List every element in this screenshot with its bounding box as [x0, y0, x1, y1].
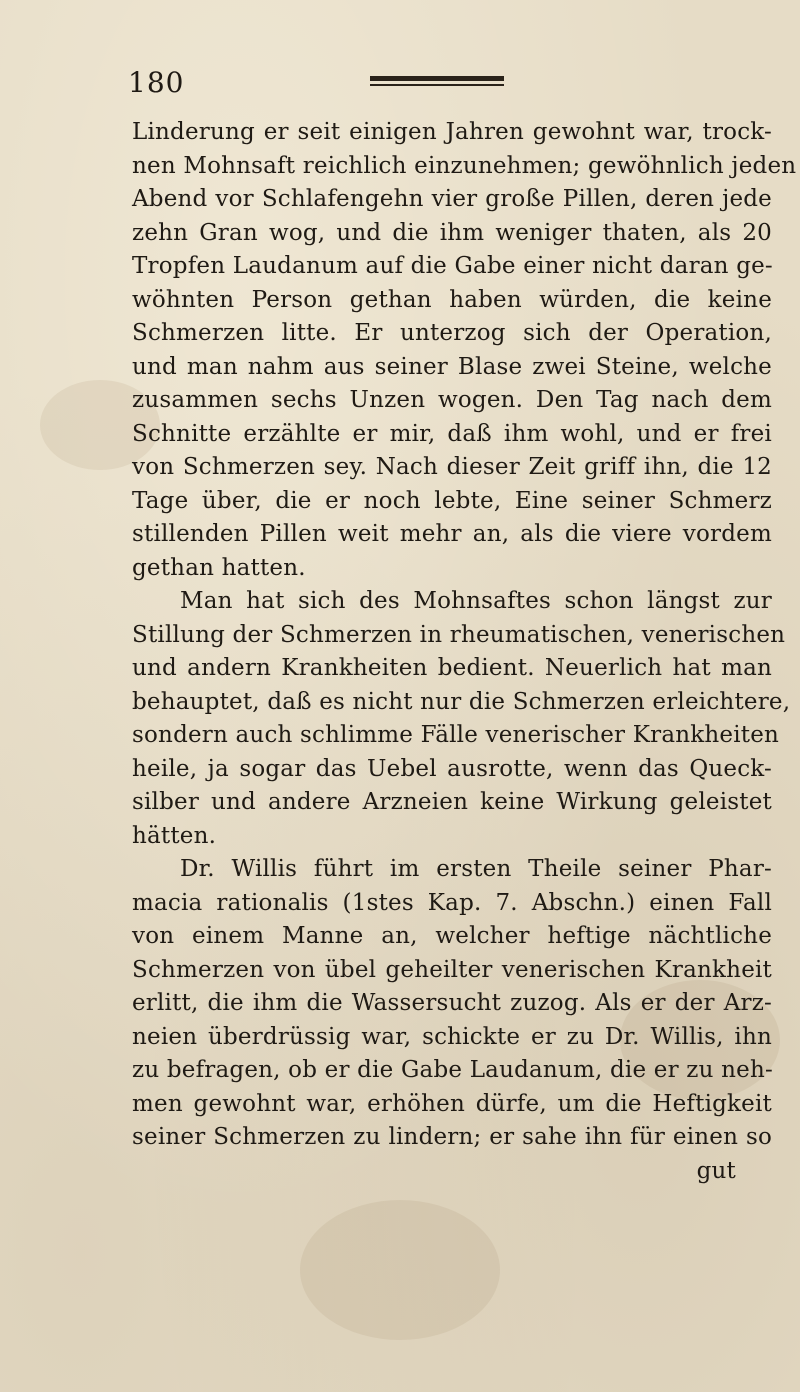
page-header [128, 62, 768, 102]
text-line: zusammen sechs Unzen wogen. Den Tag nach dem [132, 387, 772, 413]
text-line: silber und andere Arzneien keine Wirkung geleistet [132, 789, 772, 815]
catchword: gut [696, 1157, 736, 1184]
text-line: zu befragen, ob er die Gabe Laudanum, die er zu neh- [132, 1057, 773, 1083]
text-line: seiner Schmerzen zu lindern; er sahe ihn für einen so [132, 1124, 772, 1150]
text-line: von Schmerzen sey. Nach dieser Zeit griff ihn, die 12 [132, 454, 772, 480]
header-ornament-rule [370, 76, 504, 90]
text-line: heile, ja sogar das Uebel ausrotte, wenn das Queck- [132, 755, 772, 782]
text-line: Man hat sich des Mohnsaftes schon längst zur [180, 588, 772, 614]
text-line: men gewohnt war, erhöhen dürfe, um die Heftigkeit [132, 1090, 772, 1117]
paper-stain [300, 1200, 500, 1340]
text-line: und man nahm aus seiner Blase zwei Steine, welche [132, 353, 772, 380]
text-line: Tage über, die er noch lebte, Eine seiner Schmerz [132, 487, 772, 514]
text-line: und andern Krankheiten bedient. Neuerlich hat man [132, 655, 772, 681]
text-line: Abend vor Schlafengehn vier große Pillen, deren jede [132, 186, 772, 212]
text-line: sondern auch schlimme Fälle venerischer Krankheiten [132, 722, 780, 748]
text-line: Schnitte erzählte er mir, daß ihm wohl, und er frei [132, 420, 772, 447]
text-line: Schmerzen litte. Er unterzog sich der Operation, [132, 320, 772, 346]
text-line: Dr. Willis führt im ersten Theile seiner Phar- [180, 856, 772, 882]
text-line: stillenden Pillen weit mehr an, als die viere vordem [132, 521, 772, 547]
text-body [132, 116, 797, 1188]
text-line: neien überdrüssig war, schickte er zu Dr. Willis, ihn [132, 1023, 772, 1050]
text-line: macia rationalis (1stes Kap. 7. Abschn.) einen Fall [132, 889, 772, 916]
page-number: 180 [128, 66, 185, 99]
text-line: Schmerzen von übel geheilter venerischen Krankheit [132, 956, 772, 983]
text-line: von einem Manne an, welcher heftige nächtliche [132, 923, 772, 949]
text-line: Tropfen Laudanum auf die Gabe einer nicht daran ge- [132, 253, 773, 279]
text-line: hätten. [132, 822, 217, 849]
text-line: behauptet, daß es nicht nur die Schmerzen erleichtere, [132, 688, 791, 715]
text-line: gethan hatten. [132, 554, 306, 581]
text-line: nen Mohnsaft reichlich einzunehmen; gewöhnlich jeden [132, 152, 797, 179]
text-line: Stillung der Schmerzen in rheumatischen, venerischen [132, 621, 786, 648]
text-line: erlitt, die ihm die Wassersucht zuzog. Als er der Arz- [132, 990, 772, 1016]
text-line: zehn Gran wog, und die ihm weniger thaten, als 20 [132, 219, 772, 246]
text-line: Linderung er seit einigen Jahren gewohnt war, trock- [132, 119, 772, 145]
text-line: wöhnten Person gethan haben würden, die keine [132, 286, 772, 313]
